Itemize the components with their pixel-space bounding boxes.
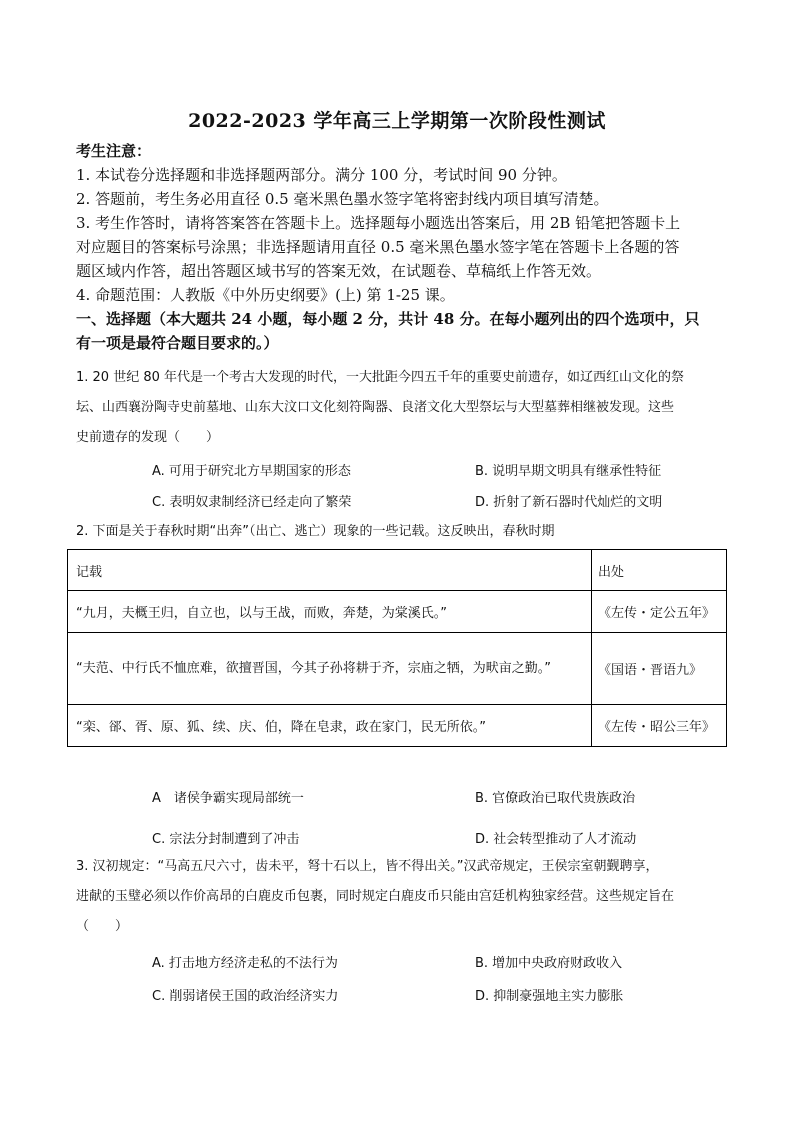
page-title: 2022-2023 学年高三上学期第一次阶段性测试 — [188, 110, 606, 132]
question-1 — [76, 363, 728, 453]
notice-heading: 考生注意： — [76, 142, 152, 160]
option-b[interactable]: B. 官僚政治已取代贵族政治 — [475, 791, 636, 806]
option-d[interactable]: D. 折射了新石器时代灿烂的文明 — [475, 495, 663, 510]
table-row — [68, 633, 727, 705]
table-cell-source: 《国语・晋语九》 — [592, 633, 727, 705]
notice-line: 1. 本试卷分选择题和非选择题两部分。满分 100 分，考试时间 90 分钟。 — [76, 166, 567, 184]
table-row — [68, 591, 727, 633]
table-header-record: 记载 — [68, 550, 592, 591]
option-c[interactable]: C. 表明奴隶制经济已经走向了繁荣 — [152, 495, 352, 510]
option-d[interactable]: D. 社会转型推动了人才流动 — [475, 832, 637, 847]
notice-line: 4. 命题范围：人教版《中外历史纲要》(上) 第 1-25 课。 — [76, 286, 455, 304]
option-b[interactable]: B. 增加中央政府财政收入 — [475, 956, 623, 971]
section-heading: 一、选择题（本大题共 24 小题，每小题 2 分，共计 48 分。在每小题列出的四个选项中，只 — [76, 310, 700, 328]
notice-line: 题区域内作答，超出答题区域书写的答案无效，在试题卷、草稿纸上作答无效。 — [76, 262, 602, 280]
exam-notice — [76, 139, 726, 355]
option-a[interactable]: A. 可用于研究北方早期国家的形态 — [152, 464, 351, 479]
question-2-stem: 2. 下面是关于春秋时期“出奔”（出亡、逃亡）现象的一些记载。这反映出，春秋时期 — [76, 524, 555, 539]
option-c[interactable]: C. 宗法分封制遭到了冲击 — [152, 832, 300, 847]
section-heading: 有一项是最符合题目要求的。） — [76, 334, 279, 352]
table-cell-record: “栾、郤、胥、原、狐、续、庆、伯，降在皂隶，政在家门，民无所依。” — [68, 705, 592, 747]
table-cell-record: “九月，夫概王归，自立也，以与王战，而败，奔楚，为棠溪氏。” — [68, 591, 592, 633]
table-cell-source: 《左传・昭公三年》 — [592, 705, 727, 747]
question-1-line: 坛、山西襄汾陶寺史前墓地、山东大汶口文化刻符陶器、良渚文化大型祭坛与大型墓葬相继被发现。这些 — [76, 400, 675, 415]
question-1-line: 1. 20 世纪 80 年代是一个考古大发现的时代，一大批距今四五千年的重要史前遗存，如辽西红山文化的祭 — [76, 370, 685, 385]
option-d[interactable]: D. 抑制豪强地主实力膨胀 — [475, 989, 624, 1004]
question-3-line: 3. 汉初规定：“马高五尺六寸，齿未平，弩十石以上，皆不得出关。”汉武帝规定，王侯宗室朝觐聘享， — [76, 859, 659, 874]
source-table — [67, 549, 727, 747]
question-1-line: 史前遗存的发现（ ） — [76, 430, 220, 445]
table-cell-source: 《左传・定公五年》 — [592, 591, 727, 633]
option-b[interactable]: B. 说明早期文明具有继承性特征 — [475, 464, 662, 479]
table-header-source: 出处 — [592, 550, 727, 591]
table-row — [68, 705, 727, 747]
question-3 — [76, 852, 728, 942]
notice-line: 3. 考生作答时，请将答案答在答题卡上。选择题每小题选出答案后，用 2B 铅笔把答题卡上 — [76, 214, 681, 232]
option-a[interactable]: A. 打击地方经济走私的不法行为 — [152, 956, 338, 971]
table-cell-record: “夫范、中行氏不恤庶难，欲擅晋国，今其子孙将耕于齐，宗庙之牺，为畎亩之勤。” — [68, 633, 592, 705]
question-3-line: （ ） — [76, 919, 129, 934]
table-header-row — [68, 550, 727, 591]
question-3-line: 进献的玉璧必须以作价高昂的白鹿皮币包裹，同时规定白鹿皮币只能由宫廷机构独家经营。这些规定旨在 — [76, 889, 675, 904]
option-c[interactable]: C. 削弱诸侯王国的政治经济实力 — [152, 989, 339, 1004]
notice-line: 2. 答题前，考生务必用直径 0.5 毫米黑色墨水签字笔将密封线内项目填写清楚。 — [76, 190, 609, 208]
option-a[interactable]: A 诸侯争霸实现局部统一 — [152, 791, 304, 806]
notice-line: 对应题目的答案标号涂黑；非选择题请用直径 0.5 毫米黑色墨水签字笔在答题卡上各题的答 — [76, 238, 680, 256]
